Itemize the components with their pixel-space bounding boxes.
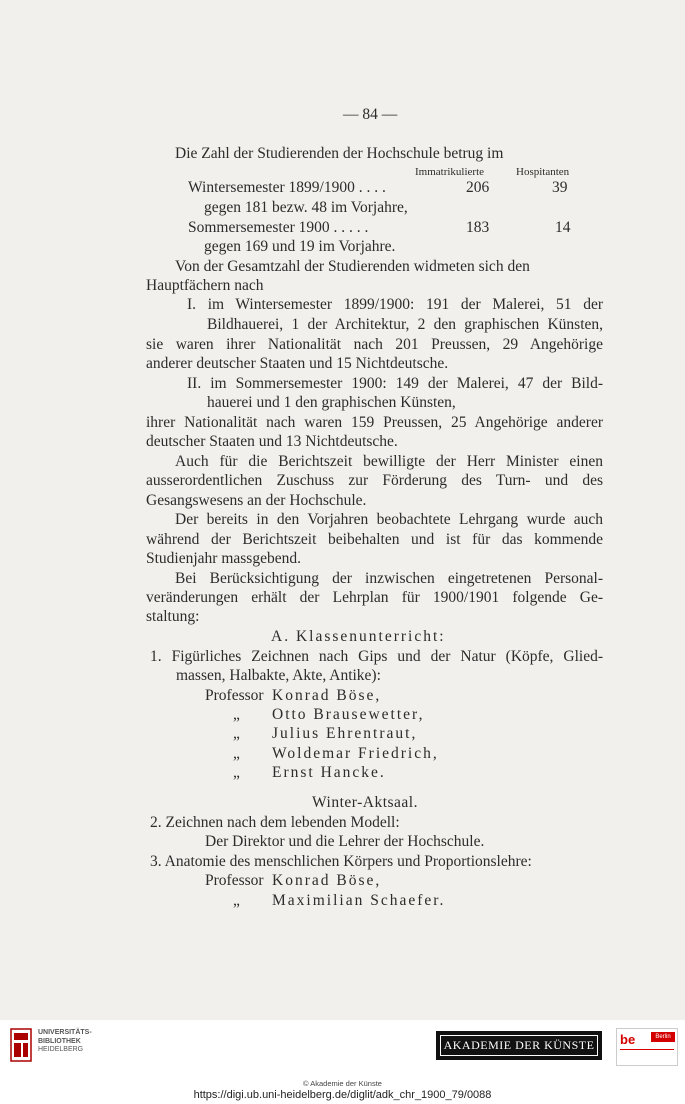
list-item-line: 1. Figürliches Zeichnen nach Gips und der Natur (Köpfe, Glied- bbox=[150, 648, 603, 665]
ditto-mark: „ bbox=[233, 745, 240, 762]
teacher-name: Otto Brausewetter, bbox=[272, 706, 425, 723]
paragraph-line: Auch für die Berichtszeit bewilligte der Herr Minister einen bbox=[175, 453, 603, 470]
university-library-label bbox=[38, 1029, 92, 1055]
uni-line: HEIDELBERG bbox=[38, 1046, 84, 1053]
winter-hosp: 39 bbox=[552, 179, 568, 196]
paragraph-line: veränderungen erhält der Lehrplan für 1900/1901 folgende Ge- bbox=[146, 589, 603, 606]
paragraph-line: Bei Berücksichtigung der inzwischen eingetretenen Personal- bbox=[175, 570, 603, 587]
paragraph-line: während der Berichtszeit beibehalten und ist für das kommende bbox=[146, 531, 603, 548]
summer-imm: 183 bbox=[466, 219, 490, 236]
paragraph-line: staltung: bbox=[146, 608, 200, 625]
list-item-line: hauerei und 1 den graphischen Künsten, bbox=[207, 394, 456, 411]
professor-label: Professor bbox=[205, 687, 264, 704]
uni-line: UNIVERSITÄTS- bbox=[38, 1029, 92, 1036]
ditto-mark: „ bbox=[233, 725, 240, 742]
list-item-line: I. im Wintersemester 1899/1900: 191 der Malerei, 51 der bbox=[187, 296, 603, 313]
winter-label: Wintersemester 1899/1900 . . . . bbox=[188, 179, 386, 196]
summer-hosp: 14 bbox=[555, 219, 571, 236]
teacher-name: Woldemar Friedrich, bbox=[272, 745, 439, 762]
teacher-name: Maximilian Schaefer. bbox=[272, 892, 446, 909]
professor-label: Professor bbox=[205, 872, 264, 889]
subheading-winter-aktsaal: Winter-Aktsaal. bbox=[312, 794, 418, 811]
col-header-hospitanten: Hospitanten bbox=[516, 166, 570, 178]
list-item-line: II. im Sommersemester 1900: 149 der Malerei, 47 der Bild- bbox=[187, 375, 603, 392]
winter-imm: 206 bbox=[466, 179, 490, 196]
list-item-line: Bildhauerei, 1 der Architektur, 2 den graphischen Künsten, bbox=[207, 316, 603, 333]
list-item-line: deutscher Staaten und 13 Nichtdeutsche. bbox=[146, 433, 398, 450]
list-item-line: 3. Anatomie des menschlichen Körpers und Proportionslehre: bbox=[150, 853, 532, 870]
paragraph-line: Hauptfächern nach bbox=[146, 277, 264, 294]
list-item-line: anderer deutscher Staaten und 15 Nichtdeutsche. bbox=[146, 355, 449, 372]
list-item-line: massen, Halbakte, Akte, Antike): bbox=[176, 667, 381, 684]
summer-note: gegen 169 und 19 im Vorjahre. bbox=[204, 238, 396, 255]
col-header-immatrikulierte: Immatrikulierte bbox=[415, 166, 485, 178]
source-url-link[interactable]: https://digi.ub.uni-heidelberg.de/diglit/adk_chr_1900_79/0088 bbox=[193, 1089, 492, 1101]
akademie-der-kuenste-logo[interactable] bbox=[436, 1031, 602, 1060]
university-library-logo-icon[interactable] bbox=[10, 1028, 32, 1062]
akademie-label: AKADEMIE DER KÜNSTE bbox=[440, 1035, 598, 1056]
paragraph-line: Der bereits in den Vorjahren beobachtete Lehrgang wurde auch bbox=[175, 511, 603, 528]
winter-note: gegen 181 bezw. 48 im Vorjahre, bbox=[204, 199, 408, 216]
list-item-line: Der Direktor und die Lehrer der Hochschule. bbox=[205, 833, 485, 850]
paragraph-line: Von der Gesamtzahl der Studierenden widmeten sich den bbox=[175, 258, 530, 275]
page-number: — 84 — bbox=[343, 106, 398, 123]
summer-label: Sommersemester 1900 . . . . . bbox=[188, 219, 369, 236]
intro-line: Die Zahl der Studierenden der Hochschule betrug im bbox=[175, 145, 504, 162]
list-item-line: 2. Zeichnen nach dem lebenden Modell: bbox=[150, 814, 400, 831]
list-item-line: ihrer Nationalität nach waren 159 Preussen, 25 Angehörige anderer bbox=[146, 414, 603, 431]
ditto-mark: „ bbox=[233, 706, 240, 723]
ditto-mark: „ bbox=[233, 892, 240, 909]
teacher-name: Konrad Böse, bbox=[272, 687, 382, 704]
ditto-mark: „ bbox=[233, 764, 240, 781]
list-item-line: sie waren ihrer Nationalität nach 201 Preussen, 29 Angehörige bbox=[146, 336, 603, 353]
uni-line: BIBLIOTHEK bbox=[38, 1037, 81, 1045]
paragraph-line: Studienjahr massgebend. bbox=[146, 550, 301, 567]
teacher-name: Konrad Böse, bbox=[272, 872, 382, 889]
paragraph-line: Gesangswesens an der Hochschule. bbox=[146, 492, 367, 509]
section-heading-a: A. Klassenunterricht: bbox=[271, 628, 446, 645]
copyright-text: © Akademie der Künste bbox=[303, 1079, 382, 1088]
berlin-logo-icon[interactable]: be Berlin bbox=[616, 1028, 678, 1066]
paragraph-line: ausserordentlichen Zuschuss zur Förderung des Turn- und des bbox=[146, 472, 603, 489]
teacher-name: Ernst Hancke. bbox=[272, 764, 386, 781]
teacher-name: Julius Ehrentraut, bbox=[272, 725, 418, 742]
